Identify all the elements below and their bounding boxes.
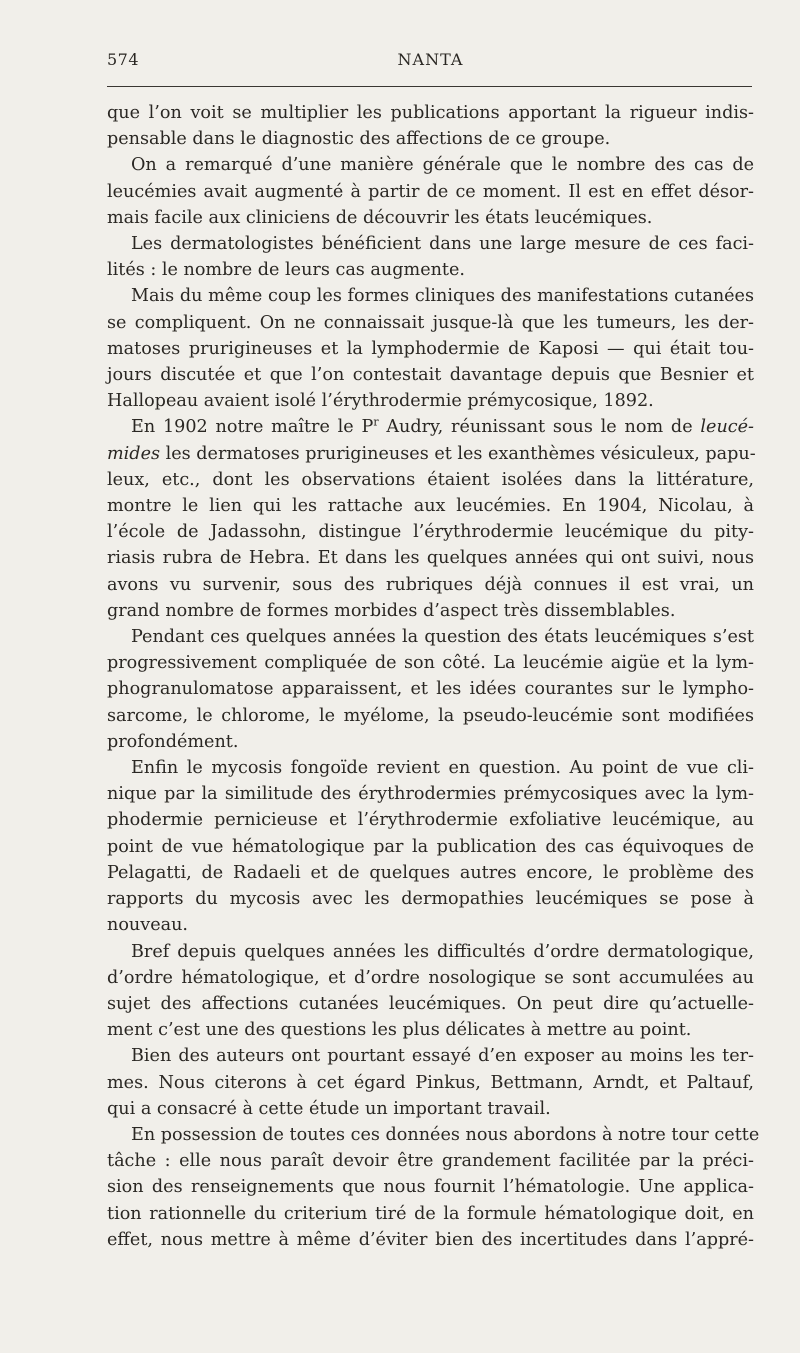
line-text: Les dermatologistes bénéficient dans une large mesure de ces faci- (131, 234, 754, 255)
text-line (107, 179, 754, 205)
text-line (107, 624, 754, 650)
text-line (107, 834, 754, 860)
text-line (107, 886, 754, 912)
text-line (107, 965, 754, 991)
text-line (107, 1070, 754, 1096)
line-text: mais facile aux cliniciens de découvrir les états leucémiques. (107, 207, 653, 228)
text-line (107, 231, 754, 257)
line-text: pensable dans le diagnostic des affections de ce groupe. (107, 129, 611, 150)
line-text: l’école de Jadassohn, distingue l’érythrodermie leucémique du pity- (107, 522, 754, 543)
line-text: leucémies avait augmenté à partir de ce moment. Il est en effet désor- (107, 181, 754, 202)
text-line (107, 572, 754, 598)
line-text: grand nombre de formes morbides d’aspect très dissemblables. (107, 600, 676, 621)
line-text: Enfin le mycosis fongoïde revient en question. Au point de vue cli- (131, 758, 754, 779)
italic-text: leucé- (700, 417, 754, 438)
line-text: rapports du mycosis avec les dermopathies leucémiques se pose à (107, 889, 754, 910)
text-line (107, 467, 754, 493)
text-line (107, 781, 754, 807)
line-text: se compliquent. On ne connaissait jusque-là que les tumeurs, les der- (107, 312, 754, 333)
text-line (107, 1227, 754, 1253)
text-line (107, 912, 754, 938)
text-line (107, 493, 754, 519)
text-line (107, 755, 754, 781)
text-line (107, 729, 754, 755)
text-line (107, 860, 754, 886)
line-text: Audry, réunissant sous le nom de (378, 417, 701, 438)
text-line (107, 257, 754, 283)
line-text: sion des renseignements que nous fournit l’hématologie. Une applica- (107, 1177, 754, 1198)
line-text: que l’on voit se multiplier les publications apportant la rigueur indis- (107, 103, 754, 123)
page-header (107, 50, 754, 74)
line-text: montre le lien qui les rattache aux leucémies. En 1904, Nicolau, à (107, 496, 754, 517)
text-line (107, 362, 754, 388)
line-text: phogranulomatose apparaissent, et les idées courantes sur le lympho- (107, 679, 754, 700)
text-line (107, 650, 754, 676)
line-text: phodermie pernicieuse et l’érythrodermie exfoliative leucémique, au (107, 810, 754, 831)
line-text: nouveau. (107, 915, 189, 936)
line-text: sujet des affections cutanées leucémiques. On peut dire qu’actuelle- (107, 993, 754, 1014)
text-line (107, 939, 754, 965)
body-text (107, 100, 760, 1253)
line-text: tion rationnelle du criterium tiré de la formule hématologique doit, en (107, 1203, 754, 1224)
text-line (107, 126, 754, 152)
line-text: progressivement compliquée de son côté. La leucémie aigüe et la lym- (107, 653, 754, 674)
line-text: En possession de toutes ces données nous abordons à notre tour cette (131, 1124, 760, 1145)
text-line (107, 1174, 754, 1200)
line-text: mes. Nous citerons à cet égard Pinkus, Bettmann, Arndt, et Paltauf, (107, 1072, 754, 1093)
text-line (107, 1017, 754, 1043)
line-text: riasis rubra de Hebra. Et dans les quelques années qui ont suivi, nous (107, 548, 754, 569)
text-line (107, 1096, 754, 1122)
line-text: avons vu survenir, sous des rubriques déjà connues il est vrai, un (107, 574, 754, 595)
running-title: NANTA (397, 50, 464, 69)
line-text: jours discutée et que l’on contestait davantage depuis que Besnier et (107, 365, 754, 386)
text-line (107, 1148, 754, 1174)
line-text: En 1902 notre maître le P (131, 417, 374, 438)
text-line (107, 676, 754, 702)
italic-text: mides (107, 443, 161, 464)
text-line (107, 807, 754, 833)
text-line (107, 598, 754, 624)
line-text: Pelagatti, de Radaeli et de quelques autres encore, le problème des (107, 862, 754, 883)
line-text: Pendant ces quelques années la question des états leucémiques s’est (131, 627, 754, 648)
line-text: profondément. (107, 731, 239, 752)
line-text: matoses prurigineuses et la lymphodermie de Kaposi — qui était tou- (107, 338, 754, 359)
line-text: d’ordre hématologique, et d’ordre nosologique se sont accumulées au (107, 967, 754, 988)
text-line (107, 991, 754, 1017)
text-line (107, 1122, 760, 1148)
line-text: point de vue hématologique par la publication des cas équivoques de (107, 836, 754, 857)
line-text: leux, etc., dont les observations étaient isolées dans la littérature, (107, 469, 754, 490)
text-line (107, 1043, 754, 1069)
text-line (107, 441, 754, 467)
text-line (107, 1201, 754, 1227)
line-text: nique par la similitude des érythrodermies prémycosiques avec la lym- (107, 784, 754, 805)
text-line (107, 388, 754, 414)
text-line (107, 545, 754, 571)
text-line (107, 703, 754, 729)
header-rule (107, 86, 752, 87)
text-line (107, 310, 754, 336)
text-line (107, 414, 754, 440)
line-text: ment c’est une des questions les plus délicates à mettre au point. (107, 1020, 692, 1041)
line-text: Hallopeau avaient isolé l’érythrodermie prémycosique, 1892. (107, 391, 654, 412)
line-text: tâche : elle nous paraît devoir être grandement facilitée par la préci- (107, 1151, 754, 1172)
page-number: 574 (107, 50, 140, 69)
line-text: sarcome, le chlorome, le myélome, la pseudo-leucémie sont modifiées (107, 705, 754, 726)
text-line (107, 205, 754, 231)
text-line (107, 336, 754, 362)
text-line (107, 519, 754, 545)
line-text: Bref depuis quelques années les difficultés d’ordre dermatologique, (131, 941, 754, 962)
line-text: Mais du même coup les formes cliniques des manifestations cutanées (131, 286, 754, 307)
line-text: effet, nous mettre à même d’éviter bien des incertitudes dans l’appré- (107, 1229, 754, 1250)
superscript: r (373, 415, 379, 429)
line-text: qui a consacré à cette étude un important travail. (107, 1098, 551, 1119)
line-text: lités : le nombre de leurs cas augmente. (107, 260, 466, 281)
line-text: Bien des auteurs ont pourtant essayé d’en exposer au moins les ter- (131, 1046, 754, 1067)
text-line (107, 283, 754, 309)
text-line (107, 152, 754, 178)
line-text: les dermatoses prurigineuses et les exanthèmes vésiculeux, papu- (160, 443, 756, 464)
line-text: On a remarqué d’une manière générale que le nombre des cas de (131, 155, 754, 176)
text-line (107, 100, 754, 126)
